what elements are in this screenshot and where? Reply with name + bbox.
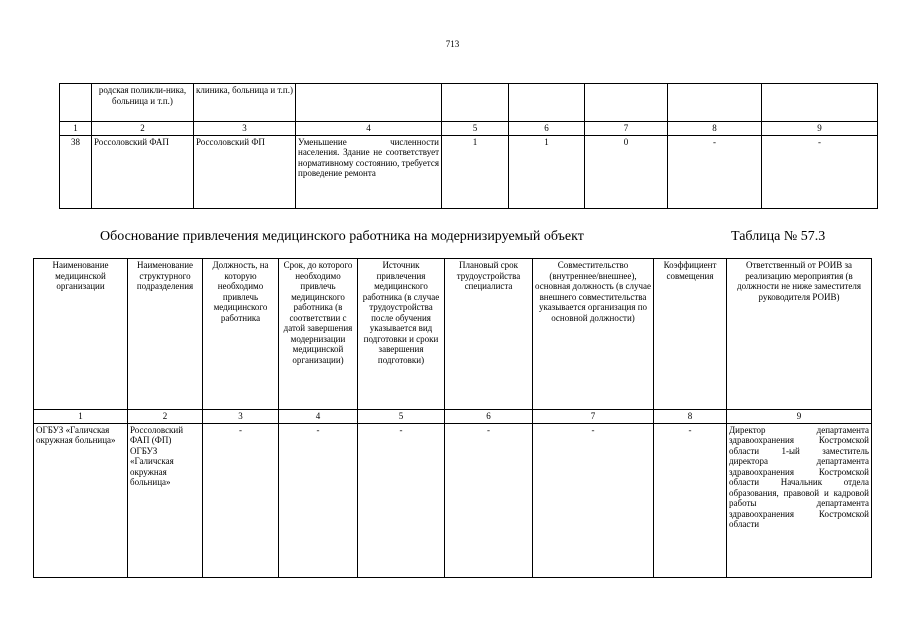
- table-cell: [668, 84, 762, 122]
- table-cell: [296, 84, 442, 122]
- column-header: Наименование медицинской организации: [34, 259, 128, 410]
- column-number: 8: [654, 410, 727, 424]
- table-cell: Директор департамента здравоохранения Костромской области 1-ый заместитель директора департамента здравоохранения Костромской области Начальник отдела образования, правовой и кадровой работы департамента здравоохранения Костромской области: [727, 423, 872, 577]
- column-number-row: [60, 122, 878, 136]
- column-number: 1: [60, 122, 92, 136]
- column-header: Плановый срок трудоустройства специалиста: [445, 259, 533, 410]
- table-cell: [60, 84, 92, 122]
- table-cell: -: [654, 423, 727, 577]
- column-number: 4: [296, 122, 442, 136]
- column-number: 5: [442, 122, 509, 136]
- table-cell: -: [762, 135, 878, 208]
- table-cell: Россоловский ФАП: [92, 135, 194, 208]
- column-header: Источник привлечения медицинского работника (в случае трудоустройства после обучения указывается вид подготовки и сроки завершения подготовки): [358, 259, 445, 410]
- column-number: 2: [128, 410, 203, 424]
- table-cell: родская поликли-ника, больница и т.п.): [92, 84, 194, 122]
- table-cell: 1: [509, 135, 585, 208]
- page-number: 713: [445, 39, 460, 49]
- column-number: 7: [585, 122, 668, 136]
- column-header: Коэффициент совмещения: [654, 259, 727, 410]
- table-cell: [509, 84, 585, 122]
- column-number: 7: [533, 410, 654, 424]
- table-cell: -: [203, 423, 279, 577]
- column-number: 9: [762, 122, 878, 136]
- column-number: 5: [358, 410, 445, 424]
- table-cell: -: [533, 423, 654, 577]
- table-cell: -: [358, 423, 445, 577]
- table-header-row: [34, 259, 872, 410]
- column-number: 8: [668, 122, 762, 136]
- table-cell: Россоловский ФАП (ФП) ОГБУЗ «Галичская окружная больница»: [128, 423, 203, 577]
- column-header: Наименование структурного подразделения: [128, 259, 203, 410]
- table-cell: -: [445, 423, 533, 577]
- column-header: Должность, на которую необходимо привлечь медицинского работника: [203, 259, 279, 410]
- table-number-label: Таблица № 57.3: [731, 229, 826, 244]
- column-number: 6: [509, 122, 585, 136]
- table-cell: Уменьшение численности населения. Здание не соответствует нормативному состоянию, требуется проведение ремонта: [296, 135, 442, 208]
- section-title: Обоснование привлечения медицинского работника на модернизируемый объект: [100, 229, 584, 244]
- column-number: 6: [445, 410, 533, 424]
- column-number-row: [34, 410, 872, 424]
- column-number: 3: [203, 410, 279, 424]
- column-number: 1: [34, 410, 128, 424]
- table-cell: [585, 84, 668, 122]
- table-cell: -: [668, 135, 762, 208]
- column-number: 3: [194, 122, 296, 136]
- table-cell: -: [279, 423, 358, 577]
- column-number: 2: [92, 122, 194, 136]
- column-number: 4: [279, 410, 358, 424]
- table-cell: Россоловский ФП: [194, 135, 296, 208]
- column-header: Совместительство (внутреннее/внешнее), основная должность (в случае внешнего совместительства указывается организация по основной должности): [533, 259, 654, 410]
- table-cell: клиника, больница и т.п.): [194, 84, 296, 122]
- table-staff-justification: [33, 258, 872, 578]
- table-cell: ОГБУЗ «Галичская окружная больница»: [34, 423, 128, 577]
- table-cell: [762, 84, 878, 122]
- table-row: [60, 84, 878, 122]
- table-cell: 1: [442, 135, 509, 208]
- column-header: Срок, до которого необходимо привлечь медицинского работника (в соответствии с датой завершения модернизации медицинской организации): [279, 259, 358, 410]
- table-cell: 38: [60, 135, 92, 208]
- column-number: 9: [727, 410, 872, 424]
- table-capacity-continuation: [59, 83, 878, 209]
- column-header: Ответственный от РОИВ за реализацию мероприятия (в должности не ниже заместителя руководителя РОИВ): [727, 259, 872, 410]
- table-cell: 0: [585, 135, 668, 208]
- table-row: [60, 135, 878, 208]
- table-row: [34, 423, 872, 577]
- table-cell: [442, 84, 509, 122]
